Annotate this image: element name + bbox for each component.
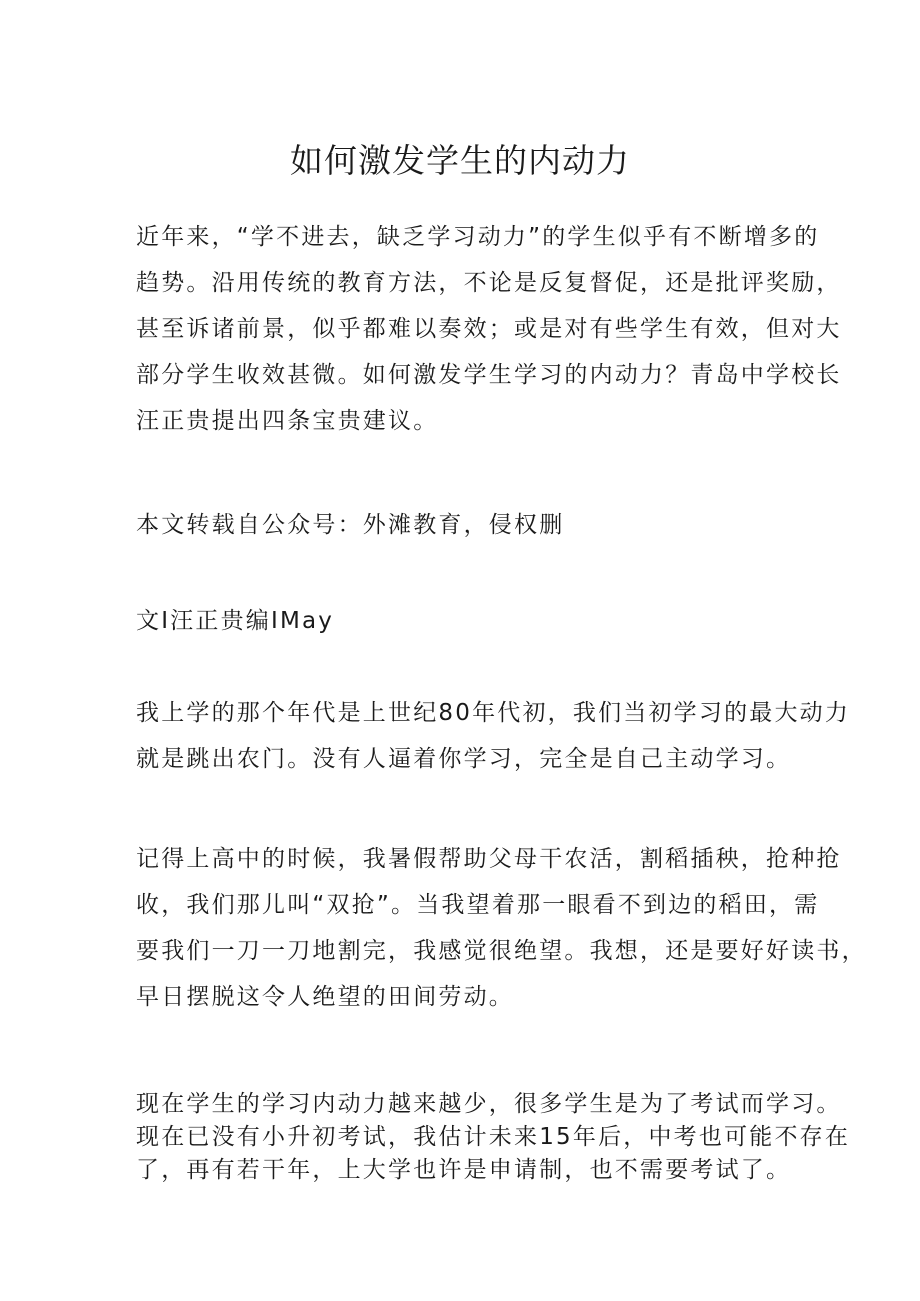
paragraph-line: 现在学生的学习内动力越来越少，很多学生是为了考试而学习。 <box>136 1091 842 1117</box>
paragraph-line: 了，再有若干年，上大学也许是申请制，也不需要考试了。 <box>136 1157 792 1183</box>
paragraph-line: 近年来，“学不进去，缺乏学习动力”的学生似乎有不断增多的 <box>136 224 820 250</box>
paragraph-line: 早日摆脱这令人绝望的田间劳动。 <box>136 984 514 1010</box>
paragraph-byline <box>136 598 334 644</box>
paragraph-line: 文I汪正贵编IMay <box>136 608 335 634</box>
paragraph-line: 我上学的那个年代是上世纪80年代初，我们当初学习的最大动力 <box>136 700 851 726</box>
paragraph-source <box>136 502 564 548</box>
paragraph-line: 趋势。沿用传统的教育方法，不论是反复督促，还是批评奖励， <box>136 270 842 296</box>
document-title: 如何激发学生的内动力 <box>290 141 630 180</box>
paragraph-memory <box>136 690 850 782</box>
paragraph-harvest <box>136 836 867 1020</box>
paragraph-line: 甚至诉诸前景，似乎都难以奏效；或是对有些学生有效，但对大 <box>136 316 842 342</box>
paragraph-line: 收，我们那儿叫“双抢”。当我望着那一眼看不到边的稻田，需 <box>136 892 820 918</box>
paragraph-line: 记得上高中的时候，我暑假帮助父母干农活，割稻插秧，抢种抢 <box>136 846 842 872</box>
paragraph-intro <box>136 214 842 444</box>
paragraph-line: 就是跳出农门。没有人逼着你学习，完全是自己主动学习。 <box>136 746 792 772</box>
paragraph-present <box>136 1088 850 1187</box>
paragraph-line: 汪正贵提出四条宝贵建议。 <box>136 408 439 434</box>
paragraph-line: 部分学生收效甚微。如何激发学生学习的内动力？青岛中学校长 <box>136 362 842 388</box>
paragraph-line: 要我们一刀一刀地割完，我感觉很绝望。我想，还是要好好读书， <box>136 938 867 964</box>
paragraph-line: 本文转载自公众号：外滩教育，侵权删 <box>136 512 565 538</box>
paragraph-line: 现在已没有小升初考试，我估计未来15年后，中考也可能不存在 <box>136 1124 851 1150</box>
